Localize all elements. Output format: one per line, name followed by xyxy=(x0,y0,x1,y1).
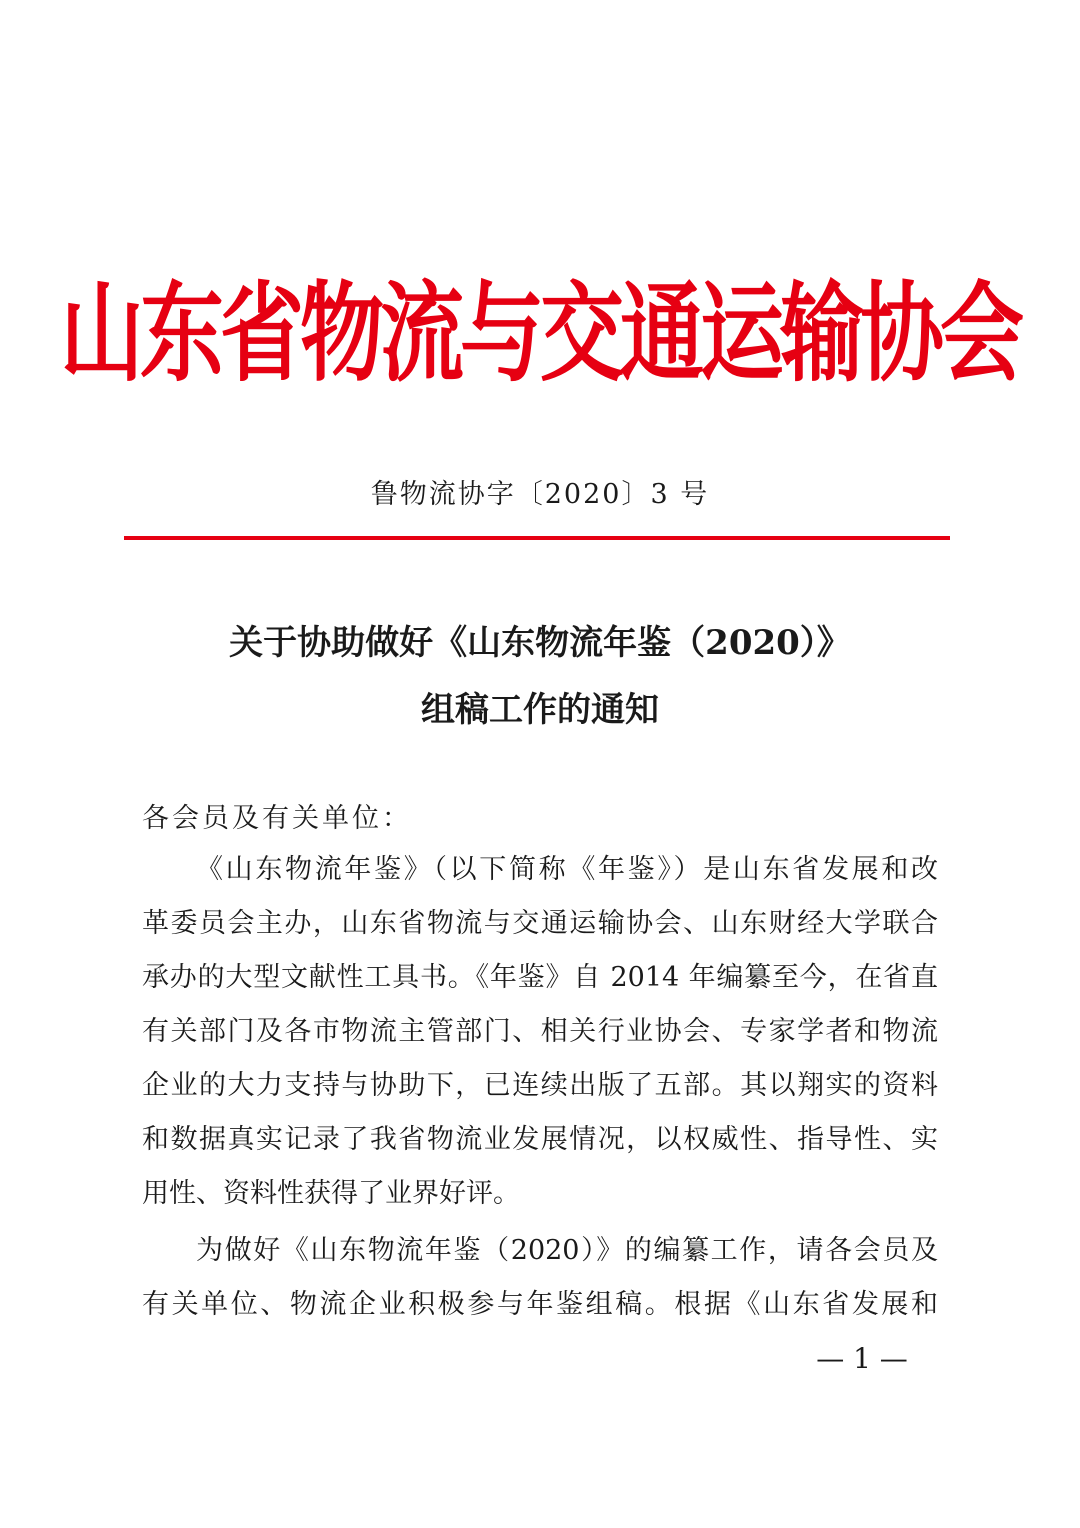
body-line: 有关部门及各市物流主管部门、相关行业协会、专家学者和物流 xyxy=(142,1016,938,1047)
body-line: 为做好《山东物流年鉴（2020）》的编纂工作，请各会员及 xyxy=(196,1235,938,1266)
red-divider-line xyxy=(124,536,950,540)
body-line: 用性、资料性获得了业界好评。 xyxy=(142,1178,520,1209)
page-number: — 1 — xyxy=(816,1342,908,1375)
salutation: 各会员及有关单位： xyxy=(142,803,412,834)
body-line: 和数据真实记录了我省物流业发展情况，以权威性、指导性、实 xyxy=(142,1124,938,1155)
body-line: 革委员会主办，山东省物流与交通运输协会、山东财经大学联合 xyxy=(142,908,938,939)
organization-masthead: 山东省物流与交通运输协会 xyxy=(59,270,1020,396)
document-number: 鲁物流协字〔2020〕3 号 xyxy=(370,479,710,510)
body-line: 有关单位、物流企业积极参与年鉴组稿。根据《山东省发展和 xyxy=(142,1289,938,1320)
body-line: 企业的大力支持与协助下，已连续出版了五部。其以翔实的资料 xyxy=(142,1070,938,1101)
body-line: 《山东物流年鉴》（以下简称《年鉴》）是山东省发展和改 xyxy=(196,854,938,885)
notice-title-line-1: 关于协助做好《山东物流年鉴（2020）》 xyxy=(229,623,851,663)
body-line: 承办的大型文献性工具书。《年鉴》自 2014 年编纂至今，在省直 xyxy=(142,962,938,993)
notice-title-line-2: 组稿工作的通知 xyxy=(421,690,659,730)
